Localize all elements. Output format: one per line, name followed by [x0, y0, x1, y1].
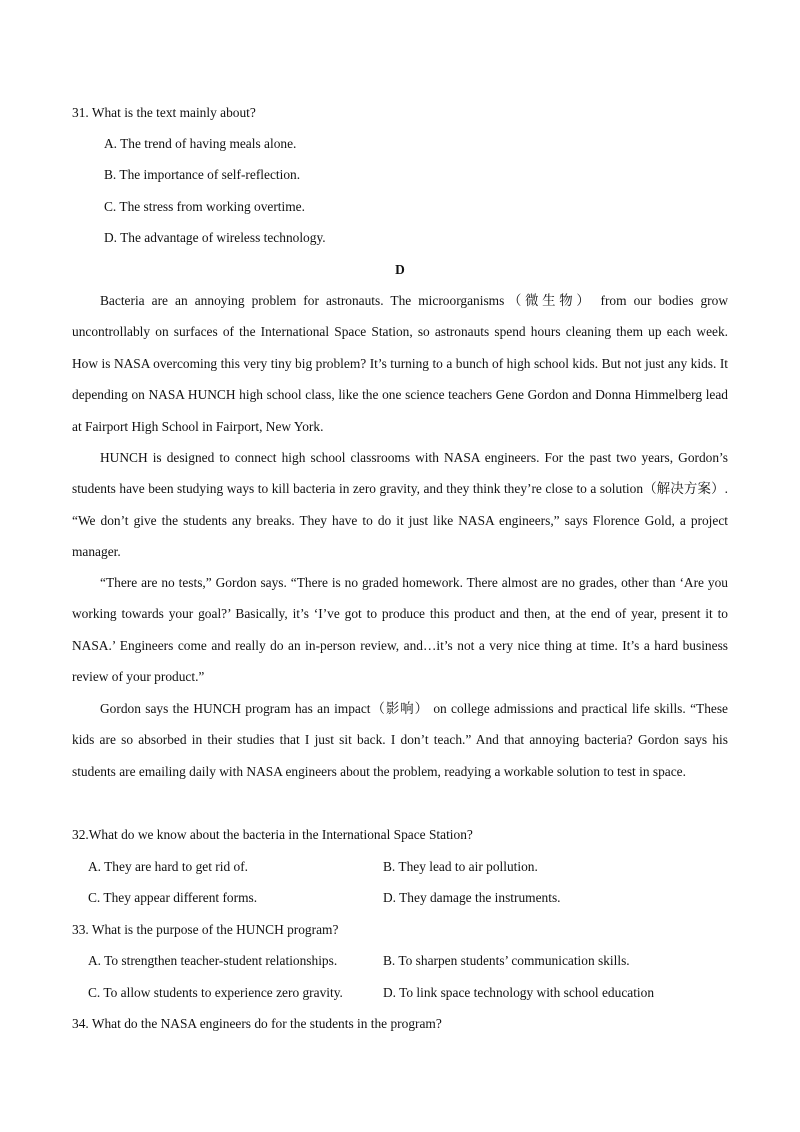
q32-option-c: C. They appear different forms.	[88, 890, 258, 905]
q33-option-c: C. To allow students to experience zero gravity.	[88, 985, 343, 1000]
q33-option-a: A. To strengthen teacher-student relationships.	[88, 953, 338, 968]
section-title: D	[395, 262, 405, 277]
question-32: 32.What do we know about the bacteria in the International Space Station?	[72, 827, 473, 842]
q32-option-d: D. They damage the instruments.	[383, 890, 561, 905]
q33-option-b: B. To sharpen students’ communication skills.	[383, 953, 630, 968]
q31-option-c: C. The stress from working overtime.	[104, 199, 305, 214]
question-34: 34. What do the NASA engineers do for the students in the program?	[72, 1016, 442, 1031]
question-33: 33. What is the purpose of the HUNCH program?	[72, 922, 339, 937]
q32-option-a: A. They are hard to get rid of.	[88, 859, 249, 874]
q31-option-d: D. The advantage of wireless technology.	[104, 230, 326, 245]
passage-paragraph-4: Gordon says the HUNCH program has an impact（影响） on college admissions and practical life skills. “These kids are so absorbed in their studies that I just sit back. I don’t teach.” And that annoying bacteria? Gordon says his students are emailing daily with NASA engineers about the problem, readying a workable solution to test in space.	[72, 701, 728, 779]
q31-option-a: A. The trend of having meals alone.	[104, 136, 297, 151]
q32-option-b: B. They lead to air pollution.	[383, 859, 538, 874]
question-31: 31. What is the text mainly about?	[72, 105, 256, 120]
passage-paragraph-3: “There are no tests,” Gordon says. “There is no graded homework. There almost are no grades, other than ‘Are you working towards your goal?’ Basically, it’s ‘I’ve got to produce this product and then, at the end of year, present it to NASA.’ Engineers come and really do an in-person review, and…it’s not a very nice thing at time. It’s a hard business review of your product.”	[72, 575, 728, 685]
q33-option-d: D. To link space technology with school education	[383, 985, 655, 1000]
q31-option-b: B. The importance of self-reflection.	[104, 167, 301, 182]
passage-paragraph-2: HUNCH is designed to connect high school classrooms with NASA engineers. For the past two years, Gordon’s students have been studying ways to kill bacteria in zero gravity, and they think they’re close to a solution（解决方案）. “We don’t give the students any breaks. They have to do it just like NASA engineers,” says Florence Gold, a project manager.	[72, 450, 728, 560]
passage-paragraph-1: Bacteria are an annoying problem for astronauts. The microorganisms（微生物） from our bodies grow uncontrollably on surfaces of the International Space Station, so astronauts spend hours cleaning them up each week. How is NASA overcoming this very tiny big problem? It’s turning to a bunch of high school kids. But not just any kids. It depending on NASA HUNCH high school class, like the one science teachers Gene Gordon and Donna Himmelberg lead at Fairport High School in Fairport, New York.	[72, 293, 728, 434]
